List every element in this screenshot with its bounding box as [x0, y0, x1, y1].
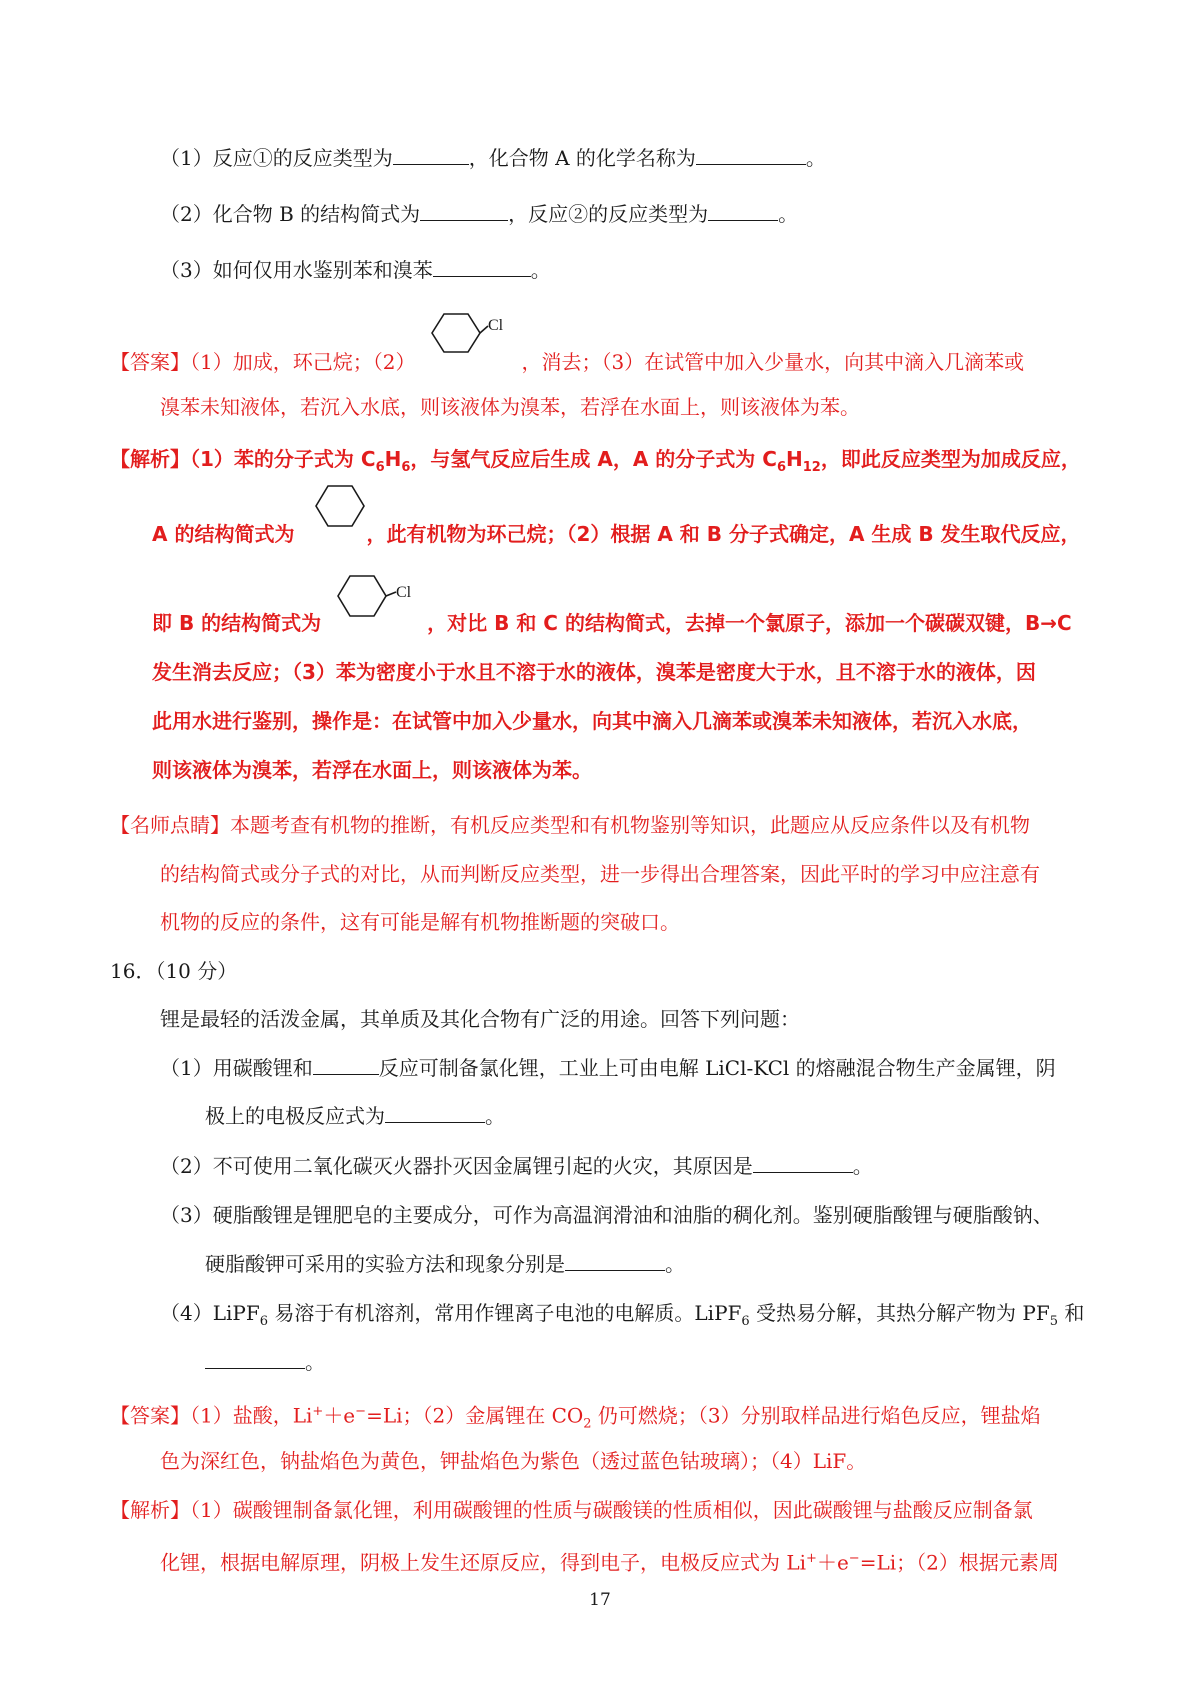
- analysis-tag: 【解析】: [110, 1498, 190, 1522]
- answer-blank: [385, 1102, 485, 1123]
- q16-part1-line1: （1）用碳酸锂和 反应可制备氯化锂，工业上可由电解 LiCl-KCl 的熔融混合物生产金属锂，阴: [160, 1056, 1056, 1080]
- answer-blank: [205, 1348, 305, 1369]
- chlorocyclohexane-structure-icon: [330, 570, 438, 622]
- comment15-line2: 的结构简式或分子式的对比，从而判断反应类型，进一步得出合理答案，因此平时的学习中应注意有: [160, 862, 1040, 886]
- analysis16-line1: 【解析】（1）碳酸锂制备氯化锂，利用碳酸锂的性质与碳酸镁的性质相似，因此碳酸锂与盐酸反应制备氯: [110, 1498, 1033, 1522]
- answer-blank: [696, 144, 806, 165]
- page-number: 17: [589, 1590, 611, 1610]
- answer16-line1: 【答案】（1）盐酸，Li+＋e−=Li；（2）金属锂在 $CO_2$ 仍可燃烧；（3）分别取样品进行焰色反应，锂盐焰: [110, 1403, 1041, 1432]
- comment15-line3: 机物的反应的条件，这有可能是解有机物推断题的突破口。: [160, 910, 680, 934]
- analysis15-line1: 【解析】（1）苯的分子式为 $C_6H_6$，与氢气反应后生成 A，A 的分子式为 $C_6H_{12}$，即此反应类型为加成反应，: [110, 447, 1081, 475]
- answer-blank: [420, 200, 508, 221]
- analysis15-line5: 此用水进行鉴别，操作是：在试管中加入少量水，向其中滴入几滴苯或溴苯未知液体，若沉入水底，: [152, 709, 1032, 733]
- answer-blank: [433, 256, 531, 277]
- answer-tag: 【答案】: [110, 350, 190, 374]
- answer15-line1: 【答案】（1）加成，环己烷；（2） ，消去；（3）在试管中加入少量水，向其中滴入几滴苯或: [110, 350, 1025, 374]
- answer16-line2: 色为深红色，钠盐焰色为黄色，钾盐焰色为紫色（透过蓝色钴玻璃）；（4）LiF。: [160, 1449, 867, 1473]
- analysis15-line3: 即 B 的结构简式为 ，对比 B 和 C 的结构简式，去掉一个氯原子，添加一个碳碳双键，B→C: [152, 611, 1072, 635]
- analysis15-line2: A 的结构简式为 ，此有机物为环己烷；（2）根据 A 和 B 分子式确定，A 生成 B 发生取代反应，: [152, 522, 1081, 546]
- analysis15-line4: 发生消去反应；（3）苯为密度小于水且不溶于水的液体，溴苯是密度大于水，且不溶于水的液体，因: [152, 660, 1036, 684]
- comment-tag: 【名师点睛】: [110, 813, 230, 837]
- q16-part3-line2: 硬脂酸钾可采用的实验方法和现象分别是 。: [205, 1252, 685, 1276]
- cyclohexane-structure-icon: [310, 480, 370, 532]
- answer-blank: [565, 1250, 665, 1271]
- analysis16-line2: 化锂，根据电解原理，阴极上发生还原反应，得到电子，电极反应式为 Li+＋e−=Li；（2）根据元素周: [160, 1550, 1059, 1575]
- q16-part1-line2: 极上的电极反应式为 。: [205, 1104, 505, 1128]
- q15-part1: （1）反应①的反应类型为 ，化合物 A 的化学名称为 。: [160, 146, 826, 170]
- q16-part4-line2: 。: [205, 1348, 325, 1376]
- answer-blank: [708, 200, 778, 221]
- chlorocyclohexane-structure-icon: [424, 308, 532, 358]
- analysis-tag: 【解析】: [110, 447, 190, 471]
- svg-text:Cl: Cl: [396, 584, 412, 601]
- q16-intro: 锂是最轻的活泼金属，其单质及其化合物有广泛的用途。回答下列问题：: [160, 1007, 800, 1031]
- q16-part2: （2）不可使用二氧化碳灭火器扑灭因金属锂引起的火灾，其原因是 。: [160, 1154, 873, 1178]
- answer15-line2: 溴苯未知液体，若沉入水底，则该液体为溴苯，若浮在水面上，则该液体为苯。: [160, 395, 860, 419]
- q15-part3: （3）如何仅用水鉴别苯和溴苯 。: [160, 258, 551, 282]
- svg-text:Cl: Cl: [488, 317, 504, 334]
- q16-part3-line1: （3）硬脂酸锂是锂肥皂的主要成分，可作为高温润滑油和油脂的稠化剂。鉴别硬脂酸锂与硬脂酸钠、: [160, 1203, 1053, 1227]
- answer-blank: [393, 144, 469, 165]
- analysis15-line6: 则该液体为溴苯，若浮在水面上，则该液体为苯。: [152, 758, 592, 782]
- q15-part2: （2）化合物 B 的结构简式为 ，反应②的反应类型为 。: [160, 202, 799, 226]
- answer-blank: [313, 1054, 379, 1075]
- answer-blank: [753, 1152, 853, 1173]
- comment15-line1: 【名师点睛】本题考查有机物的推断，有机反应类型和有机物鉴别等知识，此题应从反应条件以及有机物: [110, 813, 1030, 837]
- q16-part4-line1: （4）LiPF$_6$ 易溶于有机溶剂，常用作锂离子电池的电解质。LiPF$_6$ 受热易分解，其热分解产物为 $PF_5$ 和: [160, 1301, 1085, 1329]
- q16-header: 16．（10 分）: [110, 959, 238, 983]
- answer-tag: 【答案】: [110, 1403, 190, 1428]
